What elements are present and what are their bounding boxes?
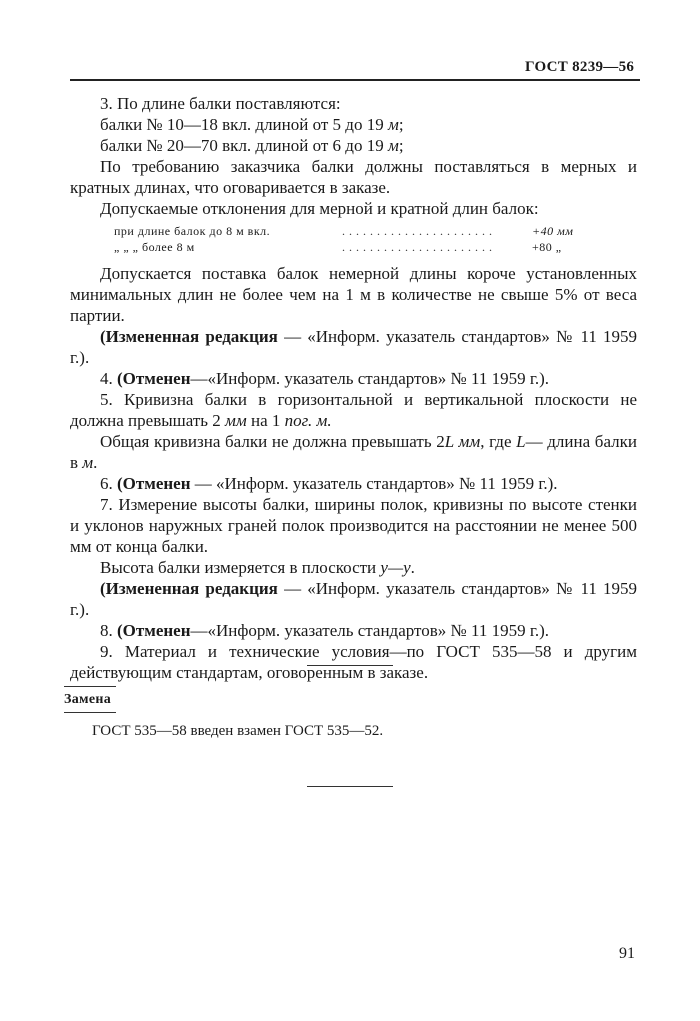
replacement-rule-top [64,686,116,687]
separator-rule [307,786,393,787]
item-5-para-2-text-2: — длина балки в [70,432,637,472]
item-5-para-2-text: Общая кривизна балки не должна превышать 2 [100,432,445,451]
item-3-line-1 [100,114,637,135]
cancelled-text: —«Информ. указатель стандартов» № 11 1959 г.). [190,369,550,388]
document-header-title: ГОСТ 8239—56 [525,59,635,75]
unit-pog-m: пог. м. [284,411,332,430]
formula-var: L мм [444,432,481,451]
item-6 [100,473,637,494]
item-3-para-2: По требованию заказчика балки должны поставляться в мерных и кратных длинах, что оговаривается в заказе. [70,157,637,197]
item-5-para-2 [70,431,637,473]
unit-mm: мм [225,411,247,430]
item-5-text-2: на 1 [246,411,285,430]
cancelled-label: (Отменен [117,369,191,388]
item-number: 4. [100,369,117,388]
item-4 [100,368,637,389]
formula-var: L [516,432,526,451]
item-number: 8. [100,621,117,640]
amendment-label: (Измененная редакция [100,327,278,346]
item-5-text: 5. Кривизна балки в горизонтальной и вертикальной плоскости не должна превышать 2 [70,390,637,430]
page-number: 91 [619,945,635,962]
document-body [70,93,638,683]
tolerance-row [114,239,637,255]
cancelled-label: (Отменен [117,474,191,493]
item-3-para-3: Допускаемые отклонения для мерной и кратной длин балок: [100,199,539,218]
tolerance-value: +40 мм [532,224,574,238]
item-8 [100,620,637,641]
item-5 [70,389,637,431]
tolerance-table [114,223,637,255]
punct: , где [480,432,517,451]
punct: . [410,558,415,577]
unit-m: м [387,115,399,134]
item-7-para-2-text: Высота балки измеряется в плоскости [100,558,381,577]
amendment-text: — «Информ. указатель стандартов» № 11 1959 г.). [70,327,638,367]
plane-label: y—y [380,558,411,577]
tolerance-row [114,223,637,239]
unit-m: м [387,136,399,155]
item-number: 6. [100,474,117,493]
item-3-intro [100,93,637,114]
item-9: 9. Материал и технические условия—по ГОСТ 535—58 и другим действующим стандартам, оговоренным в заказе. [70,642,637,682]
item-7: 7. Измерение высоты балки, ширины полок, кривизны по высоте стенки и уклонов наружных граней полок производится на расстоянии не менее 500 мм от конца балки. [70,495,637,556]
item-7-para-2 [100,557,637,578]
tolerance-label: при длине балок до 8 м вкл. [114,224,271,238]
cancelled-label: (Отменен [117,621,191,640]
replacement-title: Замена [64,692,112,707]
punct: ; [398,115,404,134]
replacement-rule-bottom [64,712,116,713]
item-3-intro-text: 3. По длине балки поставляются: [100,94,341,113]
amendment-note-2 [70,578,637,620]
cancelled-text: — «Информ. указатель стандартов» № 11 1959 г.). [190,474,558,493]
item-3-line-1-text: балки № 10—18 вкл. длиной от 5 до 19 [100,115,388,134]
leader-dots: . . . . . . . . . . . . . . . . . . . . . . [342,224,493,238]
replacement-text: ГОСТ 535—58 введен взамен ГОСТ 535—52. [92,723,384,739]
item-3-line-2 [100,135,637,156]
amendment-note-1 [70,326,637,368]
amendment-label: (Измененная редакция [100,579,278,598]
header-rule [70,79,640,81]
punct: ; [398,136,404,155]
item-3-para-4: Допускается поставка балок немерной длины короче установленных минимальных длин не более чем на 1 м в количестве не свыше 5% от веса партии. [70,264,637,325]
punct: . [93,453,98,472]
unit-m: м [82,453,94,472]
leader-dots: . . . . . . . . . . . . . . . . . . . . . . [342,240,493,254]
item-3-line-2-text: балки № 20—70 вкл. длиной от 6 до 19 [100,136,388,155]
tolerance-label: „ „ „ более 8 м [114,240,195,254]
amendment-text: — «Информ. указатель стандартов» № 11 1959 г.). [70,579,638,619]
separator-rule [307,665,393,666]
tolerance-value: +80 „ [532,240,562,254]
cancelled-text: —«Информ. указатель стандартов» № 11 1959 г.). [190,621,550,640]
